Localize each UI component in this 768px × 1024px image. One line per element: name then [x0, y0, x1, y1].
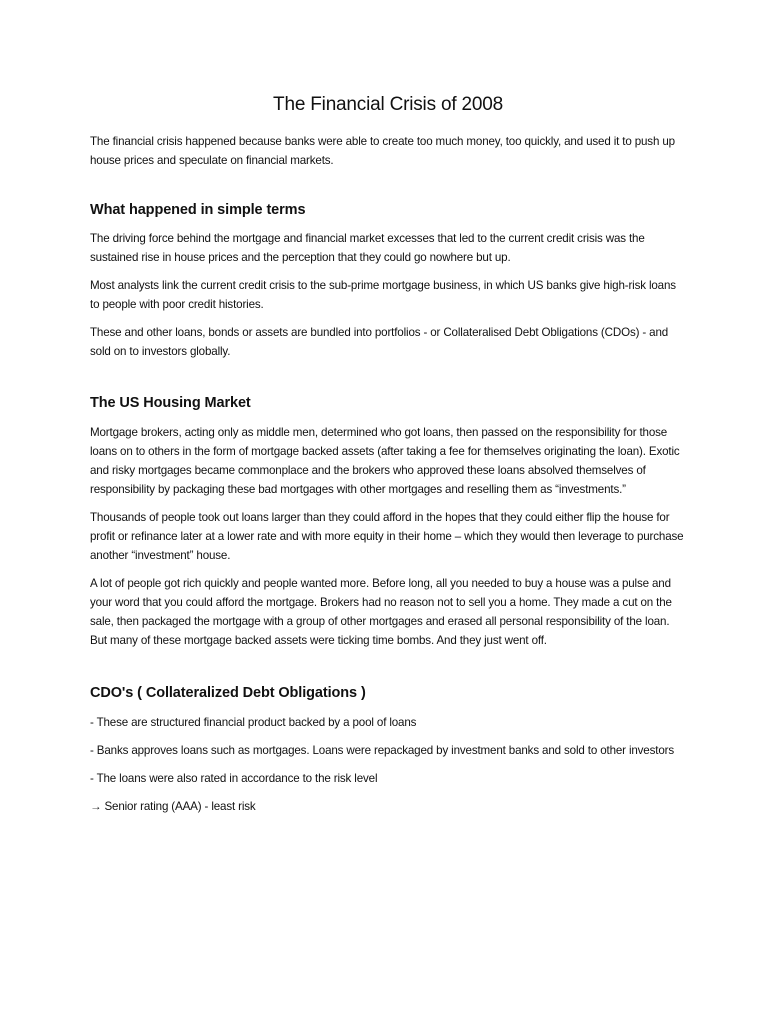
list-item: - These are structured financial product backed by a pool of loans — [90, 716, 417, 729]
paragraph: Most analysts link the current credit crisis to the sub-prime mortgage business, in which US banks give high-risk loans to people with poor credit histories. — [90, 279, 676, 311]
paragraph: A lot of people got rich quickly and people wanted more. Before long, all you needed to buy a house was a pulse and your word that you could afford the mortgage. Brokers had no reason not to sell you a home. They made a cut on the sale, then packaged the mortgage with a group of other mortgages and erased all personal responsibility of the loan. But many of these mortgage backed assets were ticking time bombs. And they just went off. — [90, 577, 672, 647]
paragraph: These and other loans, bonds or assets are bundled into portfolios - or Collateralised Debt Obligations (CDOs) - and sold on to investors globally. — [90, 326, 669, 358]
paragraph: The driving force behind the mortgage and financial market excesses that led to the current credit crisis was the sustained rise in house prices and the perception that they could go nowhere but up. — [90, 232, 645, 264]
section-heading: The US Housing Market — [90, 395, 251, 411]
list-item: - The loans were also rated in accordance to the risk level — [90, 772, 378, 785]
arrow-right-icon: → — [90, 800, 102, 813]
section-cdos — [90, 683, 686, 816]
section-heading: CDO's ( Collateralized Debt Obligations ) — [90, 685, 366, 701]
document-page — [90, 92, 686, 825]
arrow-list-item — [90, 797, 686, 816]
arrow-list-item-text: Senior rating (AAA) - least risk — [104, 800, 256, 813]
intro-paragraph: The financial crisis happened because banks were able to create too much money, too quickly, and used it to push up house prices and speculate on financial markets. — [90, 135, 675, 167]
section-heading: What happened in simple terms — [90, 202, 306, 218]
document-title: The Financial Crisis of 2008 — [273, 94, 503, 115]
list-item: - Banks approves loans such as mortgages. Loans were repackaged by investment banks and sold to other investors — [90, 744, 674, 757]
paragraph: Mortgage brokers, acting only as middle men, determined who got loans, then passed on the responsibility for those loans on to others in the form of mortgage backed assets (after taking a fee for themselves originating the loan). Exotic and risky mortgages became commonplace and the brokers who approved these loans absolved themselves of responsibility by packaging these bad mortgages with other mortgages and reselling them as “investments.” — [90, 426, 680, 496]
section-us-housing-market — [90, 393, 686, 650]
paragraph: Thousands of people took out loans larger than they could afford in the hopes that they could either flip the house for profit or refinance later at a lower rate and with more equity in their home – which they would then leverage to purchase another “investment” house. — [90, 511, 684, 562]
section-simple-terms — [90, 200, 686, 361]
